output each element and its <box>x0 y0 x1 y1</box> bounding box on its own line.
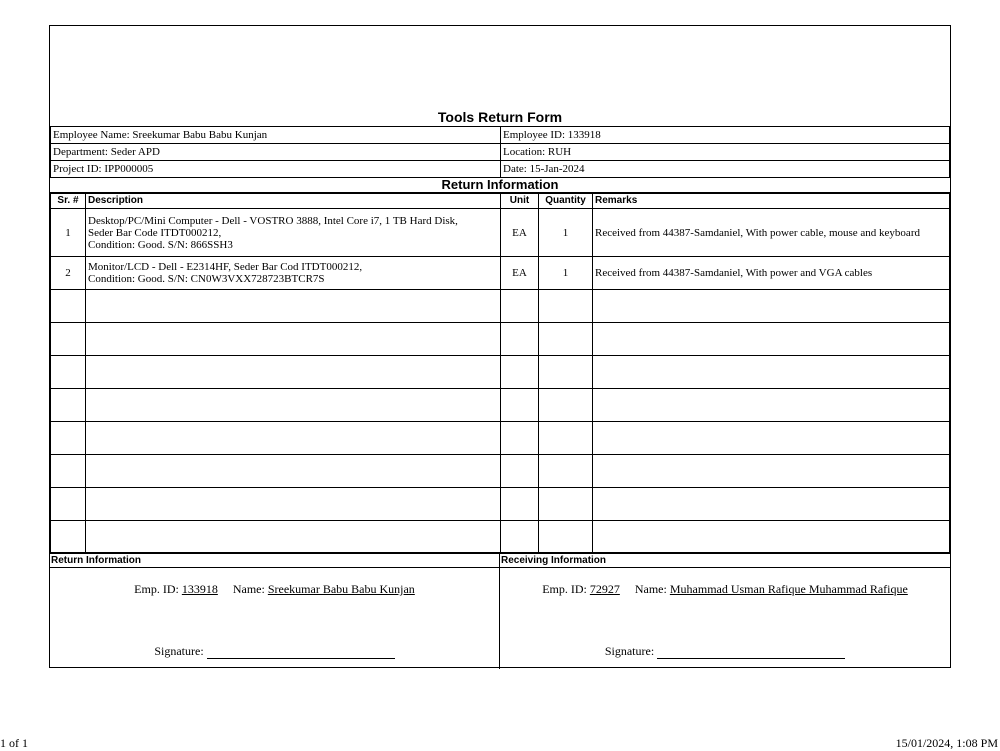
employee-name: Employee Name: Sreekumar Babu Babu Kunjan <box>51 127 501 144</box>
col-unit: Unit <box>501 194 539 209</box>
return-signature <box>50 644 499 659</box>
tools-return-form <box>49 25 951 668</box>
receiving-name-label: Name: <box>634 582 667 596</box>
return-name: Sreekumar Babu Babu Kunjan <box>267 582 415 596</box>
receiving-info-header: Receiving Information <box>500 554 950 568</box>
table-row <box>51 257 950 290</box>
row-description <box>86 257 501 290</box>
col-quantity: Quantity <box>539 194 593 209</box>
row-remarks: Received from 44387-Samdaniel, With power cable, mouse and keyboard <box>593 209 950 257</box>
row-unit: EA <box>501 209 539 257</box>
col-sr: Sr. # <box>51 194 86 209</box>
row-sr: 1 <box>51 209 86 257</box>
items-table <box>50 193 950 554</box>
page-number: 1 of 1 <box>0 736 28 750</box>
print-timestamp: 15/01/2024, 1:08 PM <box>895 736 998 750</box>
col-remarks: Remarks <box>593 194 950 209</box>
table-row <box>51 209 950 257</box>
receiving-signature-line <box>657 646 845 659</box>
employee-id: Employee ID: 133918 <box>501 127 950 144</box>
return-info-header: Return Information <box>50 554 499 568</box>
form-title: Tools Return Form <box>437 109 563 125</box>
empty-row <box>51 290 950 323</box>
return-signature-line <box>207 646 395 659</box>
table-header-row <box>51 194 950 209</box>
row-description-line: Desktop/PC/Mini Computer - Dell - VOSTRO 3888, Intel Core i7, 1 TB Hard Disk, <box>88 214 458 227</box>
empty-row <box>51 488 950 521</box>
row-quantity: 1 <box>539 257 593 290</box>
return-emp-id: 133918 <box>181 582 218 596</box>
receiving-name: Muhammad Usman Rafique Muhammad Rafique <box>669 582 908 596</box>
empty-row <box>51 389 950 422</box>
date: Date: 15-Jan-2024 <box>501 161 950 178</box>
receiving-emp-label: Emp. ID: <box>542 582 587 596</box>
row-description-line: Condition: Good. S/N: CN0W3VXX728723BTCR7S <box>88 273 325 285</box>
return-info-panel <box>50 554 500 669</box>
row-sr: 2 <box>51 257 86 290</box>
return-emp-line <box>50 582 499 597</box>
receiving-signature <box>500 644 950 659</box>
return-signature-label: Signature: <box>154 644 204 658</box>
empty-row <box>51 356 950 389</box>
signature-section <box>50 552 950 669</box>
return-name-label: Name: <box>232 582 265 596</box>
empty-row <box>51 455 950 488</box>
row-description-line: Condition: Good. S/N: 866SSH3 <box>88 238 233 251</box>
empty-row <box>51 521 950 554</box>
row-description <box>86 209 501 257</box>
employee-info-table <box>50 126 950 178</box>
receiving-emp-id: 72927 <box>589 582 620 596</box>
receiving-emp-line <box>500 582 950 597</box>
return-emp-label: Emp. ID: <box>134 582 179 596</box>
row-remarks: Received from 44387-Samdaniel, With power and VGA cables <box>593 257 950 290</box>
row-quantity: 1 <box>539 209 593 257</box>
col-description: Description <box>86 194 501 209</box>
location: Location: RUH <box>501 144 950 161</box>
row-unit: EA <box>501 257 539 290</box>
department: Department: Seder APD <box>51 144 501 161</box>
receiving-info-panel <box>500 554 950 669</box>
empty-row <box>51 422 950 455</box>
section-title: Return Information <box>50 177 950 194</box>
row-description-line: Seder Bar Code ITDT000212, <box>88 226 222 239</box>
receiving-signature-label: Signature: <box>604 644 655 658</box>
project-id: Project ID: IPP000005 <box>51 161 501 178</box>
empty-row <box>51 323 950 356</box>
row-description-line: Monitor/LCD - Dell - E2314HF, Seder Bar Cod ITDT000212, <box>88 261 363 273</box>
